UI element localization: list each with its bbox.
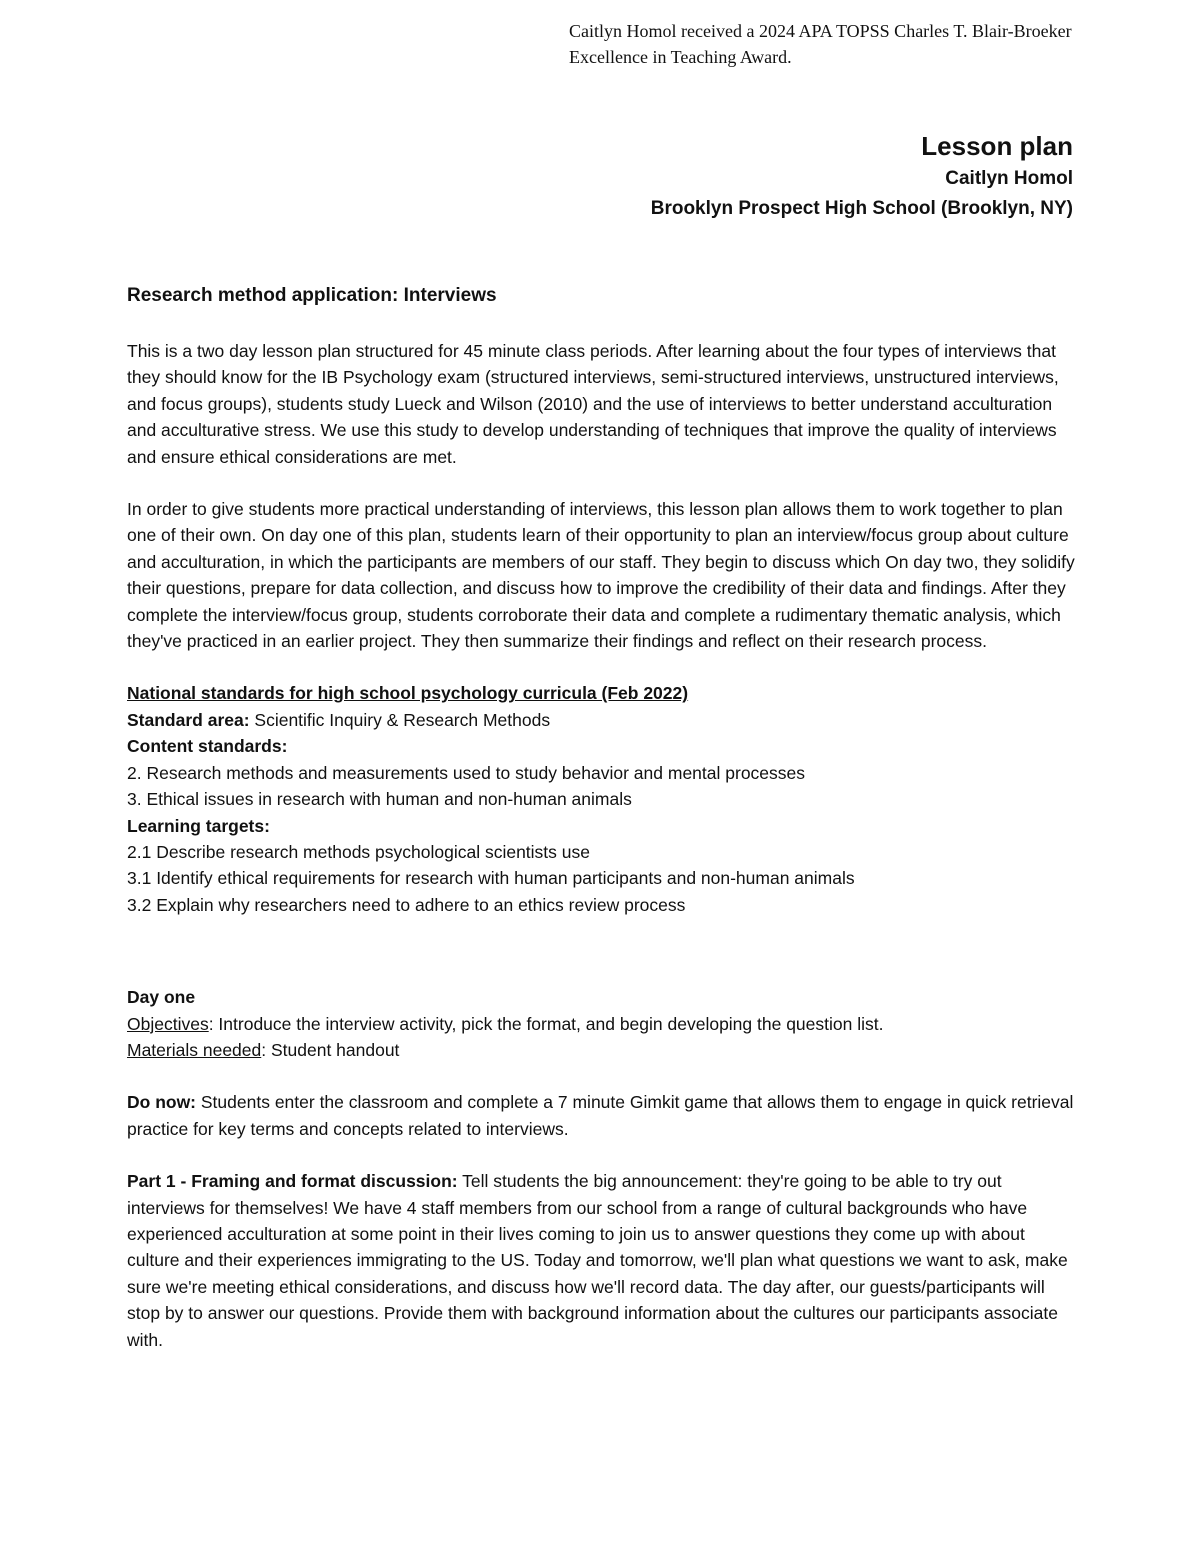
part1-label: Part 1 - Framing and format discussion: xyxy=(127,1171,458,1192)
intro-paragraph-2: In order to give students more practical understanding of interviews, this lesson plan allows them to work together to plan one of their own. On day one of this plan, students learn of their opportunity to plan an interview/focus group about culture and acculturation, in which the participants are members of our staff. They begin to discuss which On day two, they solidify their questions, prepare for data collection, and discuss how to improve the credibility of their data and findings. After they complete the interview/focus group, students corroborate their data and complete a rudimentary thematic analysis, which they've practiced in an earlier project. They then summarize their findings and reflect on their research process. xyxy=(127,499,1075,652)
learning-targets-label: Learning targets: xyxy=(127,815,270,836)
learning-target-item: 3.2 Explain why researchers need to adhere to an ethics review process xyxy=(127,894,686,915)
do-now-text: Students enter the classroom and complete a 7 minute Gimkit game that allows them to engage in quick retrieval practice for key terms and concepts related to interviews. xyxy=(127,1092,1074,1139)
award-note: Caitlyn Homol received a 2024 APA TOPSS Charles T. Blair-Broeker Excellence in Teaching Award. xyxy=(569,21,1072,67)
standards-section xyxy=(127,680,1077,918)
document-title: Lesson plan xyxy=(921,131,1073,161)
document-header xyxy=(651,128,1073,224)
standard-area xyxy=(127,707,1077,733)
learning-target-item: 3.1 Identify ethical requirements for research with human participants and non-human animals xyxy=(127,868,855,889)
objectives-line xyxy=(127,1011,1077,1037)
do-now-label: Do now: xyxy=(127,1092,197,1113)
standards-heading: National standards for high school psychology curricula (Feb 2022) xyxy=(127,683,689,704)
materials-label: Materials needed xyxy=(127,1039,262,1060)
section-title: Research method application: Interviews xyxy=(127,285,497,306)
objectives-label: Objectives xyxy=(127,1013,209,1034)
spacer xyxy=(127,918,1077,984)
document-body xyxy=(127,281,1077,1353)
day-one-heading: Day one xyxy=(127,987,196,1008)
intro-paragraph-1: This is a two day lesson plan structured for 45 minute class periods. After learning about the four types of interviews that they should know for the IB Psychology exam (structured interviews, semi-structured interviews, unstructured interviews, and focus groups), students study Lueck and Wilson (2010) and the use of interviews to better understand acculturation and acculturative stress. We use this study to develop understanding of techniques that improve the quality of interviews and ensure ethical considerations are met. xyxy=(127,341,1059,467)
objectives-value: : Introduce the interview activity, pick the format, and begin developing the question list. xyxy=(208,1013,884,1034)
part1-paragraph xyxy=(127,1168,1077,1353)
content-standards-label: Content standards: xyxy=(127,736,288,757)
do-now-paragraph xyxy=(127,1089,1077,1142)
materials-line xyxy=(127,1037,1077,1063)
learning-target-item: 2.1 Describe research methods psychological scientists use xyxy=(127,841,590,862)
content-standard-item: 2. Research methods and measurements used to study behavior and mental processes xyxy=(127,762,806,783)
author-name: Caitlyn Homol xyxy=(945,168,1073,189)
standard-area-value: Scientific Inquiry & Research Methods xyxy=(249,709,551,730)
standard-area-label: Standard area: xyxy=(127,709,250,730)
content-standard-item: 3. Ethical issues in research with human and non-human animals xyxy=(127,789,632,810)
school-name: Brooklyn Prospect High School (Brooklyn, NY) xyxy=(650,198,1073,219)
materials-value: : Student handout xyxy=(261,1039,400,1060)
day-one-section xyxy=(127,984,1077,1353)
part1-text: Tell students the big announcement: they're going to be able to try out interviews for themselves! We have 4 staff members from our school from a range of cultural backgrounds who have experienced acculturation at some point in their lives coming to join us to answer questions they come up with about culture and their experiences immigrating to the US. Today and tomorrow, we'll plan what questions we want to ask, make sure we're meeting ethical considerations, and discuss how we'll record data. The day after, our guests/participants will stop by to answer our questions. Provide them with background information about the cultures our participants associate with. xyxy=(127,1171,1068,1350)
